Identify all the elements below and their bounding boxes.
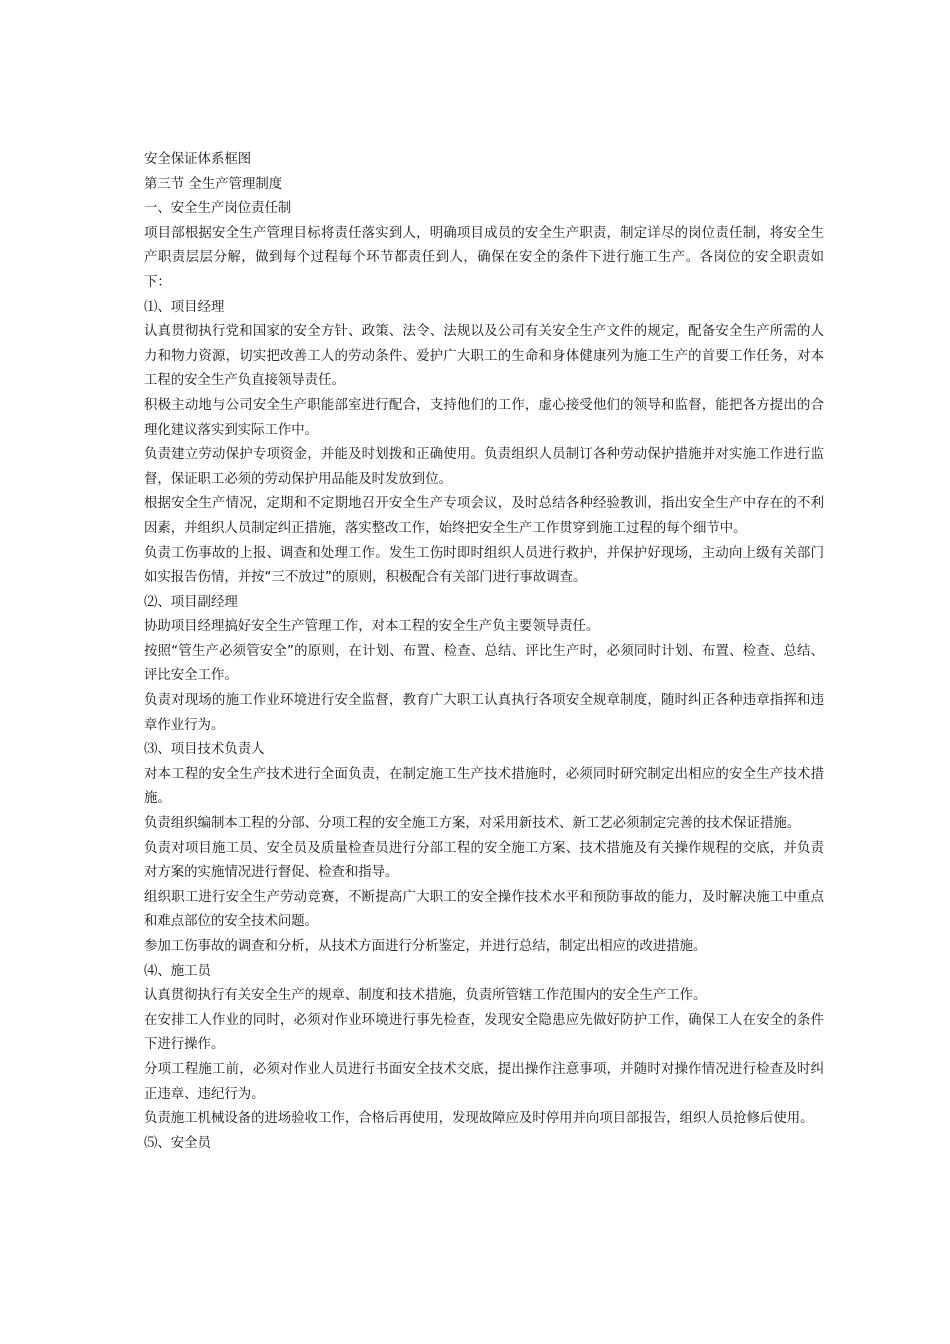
doc-paragraph: 在安排工人作业的同时，必须对作业环境进行事先检查，发现安全隐患应先做好防护工作，确保工人在安全的条件下进行操作。 — [144, 1012, 824, 1053]
doc-heading-role-deputy-manager: ⑵、项目副经理 — [144, 594, 238, 610]
doc-heading-section: 第三节 全生产管理制度 — [144, 176, 283, 192]
doc-heading-role-construction-worker: ⑷、施工员 — [144, 963, 211, 979]
doc-paragraph: 负责组织编制本工程的分部、分项工程的安全施工方案，对采用新技术、新工艺必须制定完善的技术保证措施。 — [144, 816, 801, 832]
doc-paragraph: 根据安全生产情况，定期和不定期地召开安全生产专项会议，及时总结各种经验教训，指出安全生产中存在的不利因素，并组织人员制定纠正措施，落实整改工作，始终把安全生产工作贯穿到施工过程的每个细节中。 — [144, 496, 824, 536]
doc-paragraph: 协助项目经理搞好安全生产管理工作，对本工程的安全生产负主要领导责任。 — [144, 619, 600, 635]
doc-paragraph: 按照“管生产必须管安全”的原则，在计划、布置、检查、总结、评比生产时，必须同时计划、布置、检查、总结、评比安全工作。 — [144, 643, 824, 684]
doc-heading-role-project-manager: ⑴、项目经理 — [144, 299, 225, 315]
doc-paragraph: 对本工程的安全生产技术进行全面负责，在制定施工生产技术措施时，必须同时研究制定出相应的安全生产技术措施。 — [144, 766, 824, 807]
doc-paragraph: 积极主动地与公司安全生产职能部室进行配合，支持他们的工作，虚心接受他们的领导和监督，能把各方提出的合理化建议落实到实际工作中。 — [144, 397, 824, 438]
doc-paragraph: 项目部根据安全生产管理目标将责任落实到人，明确项目成员的安全生产职责，制定详尽的岗位责任制，将安全生产职责层层分解，做到每个过程每个环节都责任到人，确保在安全的条件下进行施工生产。各岗位的安全职责如下： — [144, 225, 824, 290]
doc-paragraph: 负责对现场的施工作业环境进行安全监督，教育广大职工认真执行各项安全规章制度，随时纠正各种违章指挥和违章作业行为。 — [144, 693, 824, 733]
doc-heading-role-technical-lead: ⑶、项目技术负责人 — [144, 742, 265, 758]
doc-paragraph: 分项工程施工前，必须对作业人员进行书面安全技术交底，提出操作注意事项，并随时对操作情况进行检查及时纠正违章、违纪行为。 — [144, 1061, 824, 1102]
doc-paragraph: 负责工伤事故的上报、调查和处理工作。发生工伤时即时组织人员进行救护，并保护好现场，主动向上级有关部门如实报告伤情，并按“三不放过”的原则，积极配合有关部门进行事故调查。 — [144, 545, 824, 586]
doc-paragraph: 参加工伤事故的调查和分析，从技术方面进行分析鉴定，并进行总结，制定出相应的改进措施。 — [144, 939, 707, 954]
doc-paragraph: 认真贯彻执行有关安全生产的规章、制度和技术措施，负责所管辖工作范围内的安全生产工作。 — [144, 988, 707, 1004]
document-page — [144, 148, 824, 1156]
doc-paragraph: 负责建立劳动保护专项资金，并能及时划拨和正确使用。负责组织人员制订各种劳动保护措施并对实施工作进行监督，保证职工必须的劳动保护用品能及时发放到位。 — [144, 447, 824, 487]
doc-paragraph: 认真贯彻执行党和国家的安全方针、政策、法令、法规以及公司有关安全生产文件的规定，配备安全生产所需的人力和物力资源，切实把改善工人的劳动条件、爱护广大职工的生命和身体健康列为施工生产的首要工作任务，对本工程的安全生产负直接领导责任。 — [144, 324, 824, 389]
doc-paragraph: 负责施工机械设备的进场验收工作，合格后再使用，发现故障应及时停用并向项目部报告，组织人员抢修后使用。 — [144, 1111, 814, 1127]
doc-paragraph: 负责对项目施工员、安全员及质量检查员进行分部工程的安全施工方案、技术措施及有关操作规程的交底，并负责对方案的实施情况进行督促、检查和指导。 — [144, 840, 824, 881]
doc-heading-figure-title: 安全保证体系框图 — [144, 152, 252, 167]
doc-heading-role-safety-officer: ⑸、安全员 — [144, 1135, 211, 1151]
doc-heading-subsection: 一、安全生产岗位责任制 — [144, 201, 292, 217]
doc-paragraph: 组织职工进行安全生产劳动竞赛，不断提高广大职工的安全操作技术水平和预防事故的能力，及时解决施工中重点和难点部位的安全技术问题。 — [144, 889, 824, 930]
